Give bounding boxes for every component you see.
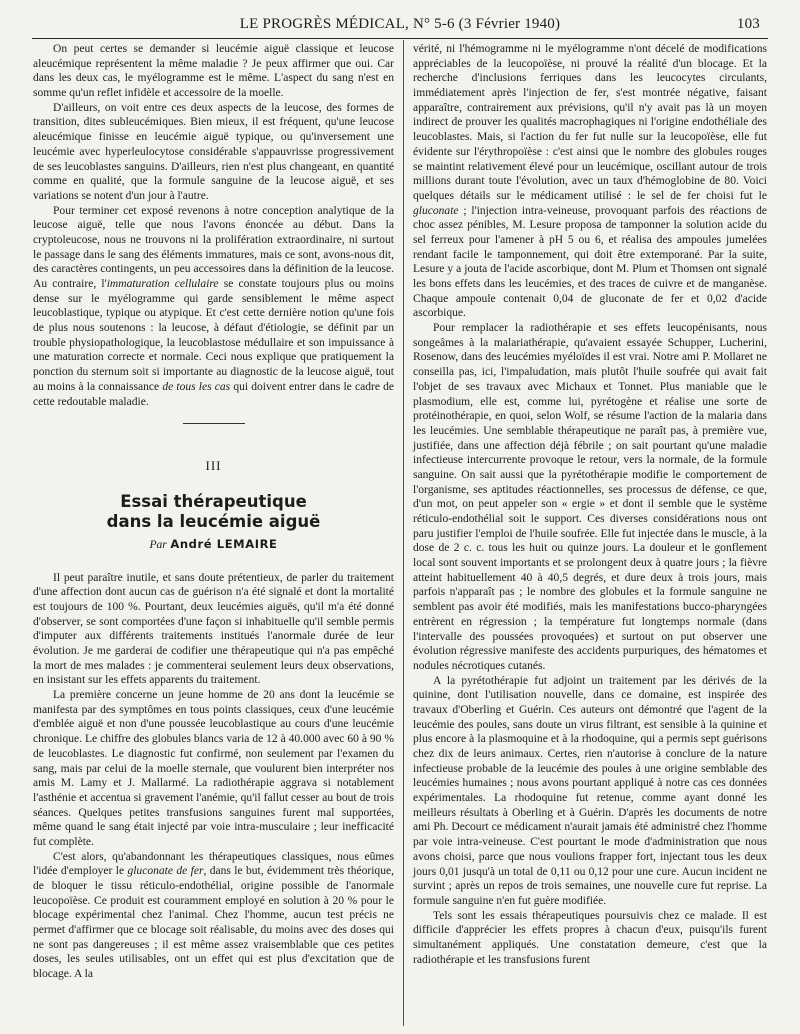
right-column [413,42,767,967]
section-number: III [205,458,222,474]
running-header [40,12,760,36]
page-number: 103 [736,16,760,32]
left-column [33,42,394,982]
emphasis: de tous les cas [162,380,231,393]
byline [33,537,394,553]
paragraph: A la pyrétothérapie fut adjoint un traitement par les dérivés de la quinine, dont l'utilisation nouvelle, dans ce domaine, est inspirée des travaux d'Oberling et Guérin. Ces auteurs ont démontré que l'agent de la leucémie des poules, sans doute un virus filtrant, est sensible à la quinine et plus encore à la plasmoquine et à la rhodoquine, qui a permis sept guérisons chez dix de leurs animaux. Certes, rien n'autorise à conclure de la nature infectieuse probable de la leucémie des poules à une origine semblable des leucémies humaines ; nous avons pourtant appliqué à notre cas ces données expérimentales. La rhodoquine fut retenue, comme ayant donné les meilleurs résultats à Oberling et à Guérin. D'après les documents de notre ami Ph. Decourt ce médicament n'aurait jamais été administré chez l'homme par voie intra-veineuse. C'est pourtant le mode d'administration que nous avons choisi, parce que nous voulions frapper fort, injectant tous les deux jours 0,01 jusqu'à un total de 0,11 ou 0,12 pour une cure. Aucun incident ne survint ; après un repos de trois semaines, une nouvelle cure fut reprise. La formule sanguine n'en fut guère modifiée. [413,674,767,907]
paragraph: vérité, ni l'hémogramme ni le myélogramme n'ont décelé de modifications appréciables de la leucopoïèse, ni prouvé la réalité d'un blocage. Et la recherche d'inclusions ferriques dans les leucocytes circulants, immédiatement après l'injection de fer, s'est montrée négative, faisant apparaître, contrairement aux prévisions, qu'il n'y avait pas là un moyen indirect de prouver les qualités macrophagiques ni l'origine endothéliale des leucoblastes. Mais, si l'action du fer fut nulle sur la leucopoïèse, elle fut évidente sur l'érythropoïèse : c'est ainsi que le nombre des globules rouges se maintint relativement élevé pour un leucémique, oscillant autour de trois millions durant toute l'évolution, avec un taux d'hémoglobine de 80. Voici quelques détails sur le médicament utilisé : le sel de fer choisi fut le gluconate ; l'injection intra-veineuse, provoquant parfois des réactions de choc assez pénibles, M. Lesure proposa de tamponner la solution acide du sel ferreux pour l'amener à pH 5 ou 6, et réalisa des ampoules jumelées rendant facile le tamponnement, qui doit être extemporané. Par la suite, Lesure y a jouta de l'acide ascorbique, dont M. Plum et Thomsen ont signalé les bons effets dans les leucémies, et des traces de cuivre et de manganèse. Chaque ampoule contenait 0,04 de gluconate de fer et 0,02 d'acide ascorbique. [413,43,767,320]
emphasis: immaturation cellulaire [106,278,219,290]
emphasis: gluconate de fer [127,865,204,878]
paragraph: Tels sont les essais thérapeutiques poursuivis chez ce malade. Il est difficile d'apprécier les effets propres à chacun d'eux, puisqu'ils furent simultanément appliqués. Une constatation demeure, c'est que la radiothérapie et les transfusions furent [413,909,767,966]
running-title: LE PROGRÈS MÉDICAL, N° 5-6 (3 Février 1940) [239,16,561,32]
title-line: dans la leucémie aiguë [106,511,321,531]
article-title [33,492,394,532]
paragraph: On peut certes se demander si leucémie aiguë classique et leucose aleucémique représentent la même maladie ? Je peux affirmer que oui. Car dans les deux cas, le myélogramme est le même. L'aspect du sang n'est en somme qu'un reflet infidèle et accessoire de la moelle. [33,43,394,100]
paragraph: Pour terminer cet exposé revenons à notre conception analytique de la leucose aiguë, telle que nous l'avons énoncée au début. Dans la cryptoleucose, nous ne trouvons ni la prolifération extraordinaire, ni surtout le passage dans le sang des éléments immatures, mais ce sont, avons-nous dit, des caractères contingents, un peu accessoires dans la définition de la leucose. Au contraire, l'immaturation cellulaire se constate toujours plus ou moins dense sur le myélogramme qui garde sensiblement le même aspect leucoblastique, typique ou atypique. Et c'est cette dernière notion qu'une fois de plus nous soutenons : la leucose, à défaut d'étiologie, se définit par un trouble physiopathologique, la leucoblastose médullaire et son impuissance à une maturation correcte et normale. Ceci nous explique que pratiquement la ponction du sternum soit si importante au diagnostic de la leucose aiguë, tout au moins à la connaissance de tous les cas qui doivent entrer dans le cadre de cette redoutable maladie. [33,204,394,408]
title-line: Essai thérapeutique [120,491,307,511]
byline-prefix: Par [149,538,167,551]
section-divider [183,423,245,424]
paragraph: Pour remplacer la radiothérapie et ses effets leucopénisants, nous songeâmes à la malariathérapie, qu'avaient essayée Schupper, Lucherini, Rosenow, dans des leucémies myéloïdes il est vrai. Notre ami P. Mollaret ne conseilla pas, ici, l'impaludation, mais plutôt l'huile soufrée qui avait fait l'objet de ses travaux avec Michaux et Tonnet. Plus maniable que le plasmodium, elle est, comme lui, pyrétogène et réalise une sorte de protéinothérapie, en quoi, selon Wolf, se résume l'action de la malaria dans les leucémies. Une semblable thérapeutique ne paraît pas, à première vue, justifiée, dans une affection déjà fébrile ; on sait pourtant qu'une maladie infectieuse intercurrente provoque le retour, vers la normale, de la formule sanguine. On sait aussi que la pyrétothérapie modifie le comportement de l'organisme, ses aptitudes réactionnelles, ses processus de défense, ce que, d'un mot, on peut appeler son « ergie » et dont il semble que le système réticulo-endothélial soit le support. Ces diverses considérations nous ont paru justifier l'emploi de l'huile soufrée. Elle fut injectée dans le muscle, à la dose de 2 c. c. tous les huit ou quinze jours. La douleur et le gonflement local sont souvent importants et se prolongent deux à quatre jours ; la fièvre atteint habituellement 40 à 40,5 degrés, et dure deux à trois jours, mais parfois n'apparaît pas ; le nombre des globules et la formule sanguine ne semblent pas avoir été modifiés, mais les manifestations bucco-pharyngées entrèrent en régression ; la température fut longtemps normale (dans l'intervalle des poussées provoquées) et surtout on put observer une évolution régressive manifeste des accidents purpuriques, des hématomes et nodules nécrotiques cutanés. [413,322,767,672]
paragraph: D'ailleurs, on voit entre ces deux aspects de la leucose, des formes de transition, dites subleucémiques. Bien mieux, il est fréquent, qu'une leucose aleucémique finisse en leucémie aiguë typique, ou qu'inversement une leucémie avec hyperleulocytose considérable s'appauvrisse progressivement de ses leucoblastes sanguins. D'ailleurs, rien n'est plus changeant, en quantité comme en qualité, que la formule sanguine de la leucose aiguë, et ses variations se notent d'un jour à l'autre. [33,101,394,202]
header-rule [32,38,768,39]
emphasis: gluconate [413,204,459,217]
author-name: André LEMAIRE [170,536,278,551]
paragraph: Il peut paraître inutile, et sans doute prétentieux, de parler du traitement d'une affection dont aucun cas de guérison n'a été signalé et dont la mortalité est toujours de 100 %. Pourtant, deux leucémies aiguës, qu'il m'a été donné d'observer, se sont comportées d'une façon si inhabituelle qu'il semble permis d'imputer aux différents traitements institués l'anormale durée de leur évolution. Je me garderai de codifier une thérapeutique qui n'a pas empêché la mort de mes malades : je commenterai seulement leurs deux observations, en insistant sur les effets apparents du traitement. [33,571,394,687]
column-divider [403,40,404,1026]
paragraph: C'est alors, qu'abandonnant les thérapeutiques classiques, nous eûmes l'idée d'employer le gluconate de fer, dans le but, évidemment très théorique, de bloquer le tissu réticulo-endothélial, origine possible de l'anormale leucopoïèse. Ce produit est couramment employé en solution à 20 % pour le blocage expérimental chez l'animal. Chez l'homme, aucun test précis ne permet d'affirmer que ce blocage soit réalisable, du moins avec des doses qui ne sont pas dangereuses ; il est même assez vraisemblable que ces petites doses, les seules utilisables, ont un effet qui est plus d'excitation que de blocage. A la [33,850,394,981]
paragraph: La première concerne un jeune homme de 20 ans dont la leucémie se manifesta par des symptômes en tous points classiques, ceux d'une leucémie d'emblée aiguë et non d'une poussée leucoblastique au cours d'une leucémie chronique. Le chiffre des globules blancs varia de 12 à 40.000 avec 60 à 90 % de leucoblastes. Le diagnostic fut confirmé, non seulement par l'examen du sang, mais par celui de la moelle sternale, que voulurent bien interpréter nos amis M. Lamy et J. Mallarmé. La radiothérapie aggrava si notablement l'asthénie et accentua si gravement l'anémie, qu'il fallut cesser au bout de trois séances. Quelques petites transfusions sanguines furent mal supportées, même quand le sang était injecté par voie intra-musculaire ; leur inefficacité fut complète. [33,689,394,848]
